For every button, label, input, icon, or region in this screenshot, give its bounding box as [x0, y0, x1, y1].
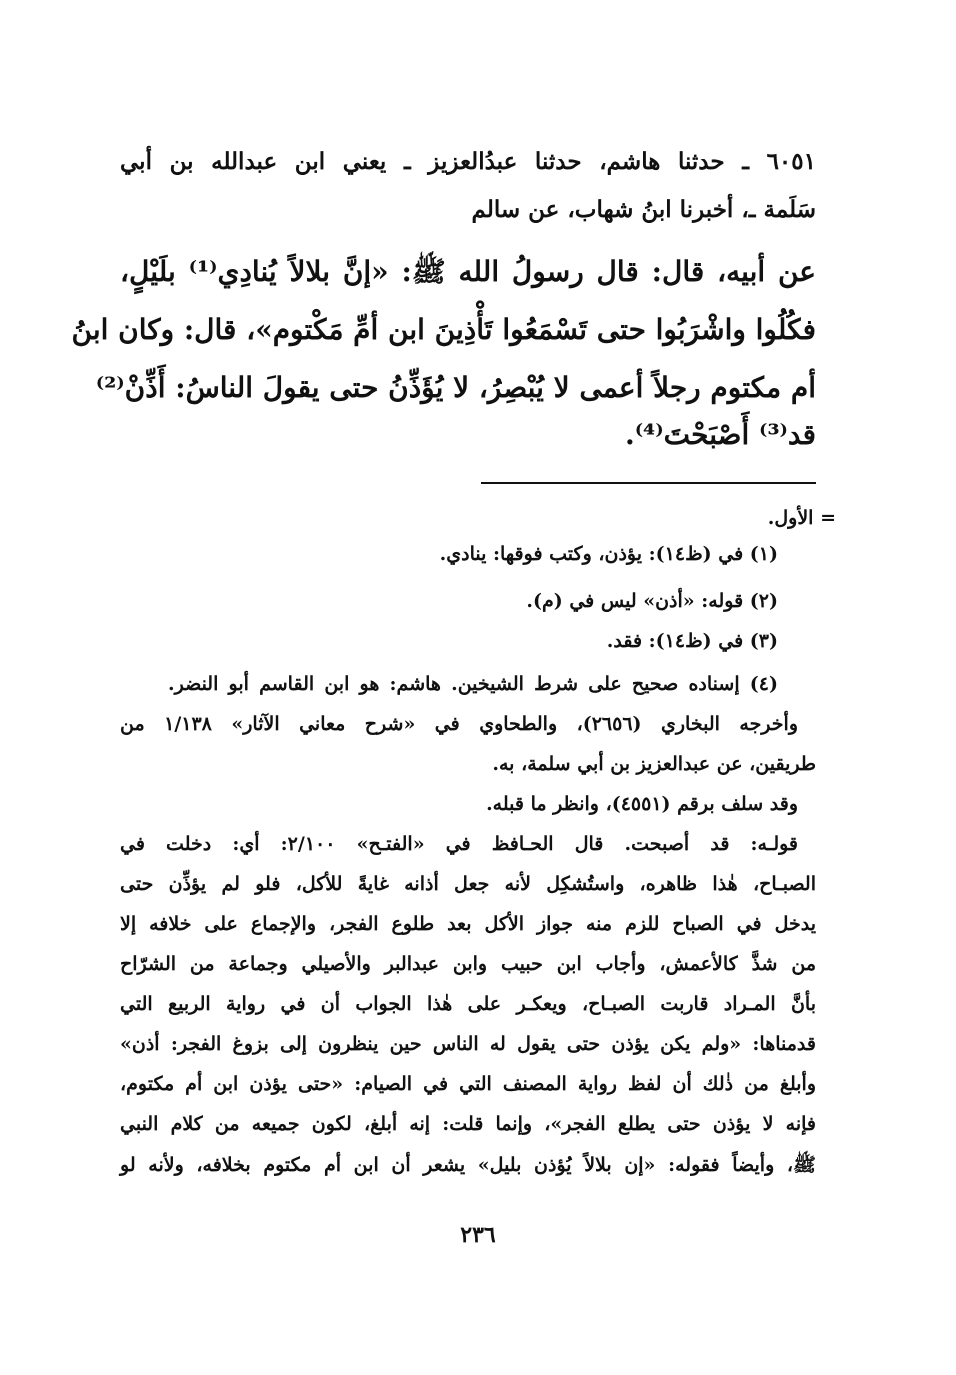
footnote-4-line: وأبلغ من ذٰلك أن لفظ رواية المصنف التي في الصيام: «حتى يؤذن ابن أم مكتوم، — [120, 1073, 816, 1095]
footnote-4-line: طريقين، عن عبدالعزيز بن أبي سلمة، به. — [492, 753, 816, 775]
page-number: ٢٣٦ — [460, 1222, 496, 1248]
footnote-4-line: قدمناها: «ولم يكن يؤذن حتى يقول له الناس حين ينظرون إلى بزوغ الفجر: أذن» — [120, 1033, 816, 1055]
footnote-4-line: وأخرجه البخاري (٢٦٥٦)، والطحاوي في «شرح معاني الآثار» ١/١٣٨ من — [120, 713, 798, 735]
footnote-4-line: يدخل في الصباح للزم منه جواز الأكل بعد طلوع الفجر، والإجماع على خلافه إلا — [120, 913, 816, 935]
matn-line-3: أم مكتوم رجلاً أعمى لا يُبْصِرُ، لا يُؤَذِّنُ حتى يقولَ الناسُ: أَذِّنْ⁽²⁾ — [95, 371, 816, 404]
footnote-3: (٣) في (ظ١٤): فقد. — [606, 630, 778, 652]
matn-line-2: فكُلُوا واشْرَبُوا حتى تَسْمَعُوا تَأْذِينَ ابن أمِّ مَكْتوم»، قال: وكان ابنُ — [71, 313, 816, 346]
matn-line-1: عن أبيه، قال: قال رسولُ الله ﷺ: «إنَّ بلالاً يُنادِي⁽¹⁾ بلَيْلٍ، — [120, 255, 817, 288]
footnote-4-line: وقد سلف برقم (٤٥٥١)، وانظر ما قبله. — [486, 793, 798, 815]
footnote-4-line: الصبـاح، هٰذا ظاهره، واستُشكِل لأنه جعل أذانه غايةً للأكل، فلو لم يؤذِّن حتى — [120, 873, 816, 895]
footnote-4: (٤) إسناده صحيح على شرط الشيخين. هاشم: هو ابن القاسم أبو النضر. — [168, 673, 778, 695]
isnad-line-2: سَلَمة ـ، أخبرنا ابنُ شهاب، عن سالم — [471, 196, 816, 223]
footnote-separator — [481, 482, 816, 484]
isnad-line-1: ٦٠٥١ ـ حدثنا هاشم، حدثنا عبدُالعزيز ـ يعني ابن عبدالله بن أبي — [120, 148, 816, 175]
footnote-4-line: من شذَّ كالأعمش، وأجاب ابن حبيب وابن عبدالبر والأصيلي وجماعة من الشرّاح — [120, 953, 816, 975]
footnote-4-line: قولـه: قد أصبحت. قال الحـافظ في «الفتـح» ٢/١٠٠: أي: دخلت في — [120, 833, 799, 855]
footnote-1: (١) في (ظ١٤): يؤذن، وكتب فوقها: ينادي. — [439, 543, 778, 565]
footnote-4-line: ﷺ، وأيضاً فقوله: «إن بلالاً يُؤذن بليل» يشعر أن ابن أم مكتوم بخلافه، ولأنه لو — [120, 1154, 816, 1176]
footnote-4-line: بأنَّ المـراد قاربت الصبـاح، ويعكـر على هٰذا الجواب أن في رواية الربيع التي — [120, 993, 816, 1015]
footnote-4-line: فإنه لا يؤذن حتى يطلع الفجر»، وإنما قلت: إنه أبلغ، لكون جميعه من كلام النبي — [120, 1113, 816, 1135]
footnote-2: (٢) قوله: «أذن» ليس في (م). — [526, 590, 778, 612]
footnote-continuation: = الأول. — [767, 507, 836, 529]
matn-line-4: قد⁽³⁾ أَصْبَحْتَ⁽⁴⁾. — [624, 418, 816, 451]
